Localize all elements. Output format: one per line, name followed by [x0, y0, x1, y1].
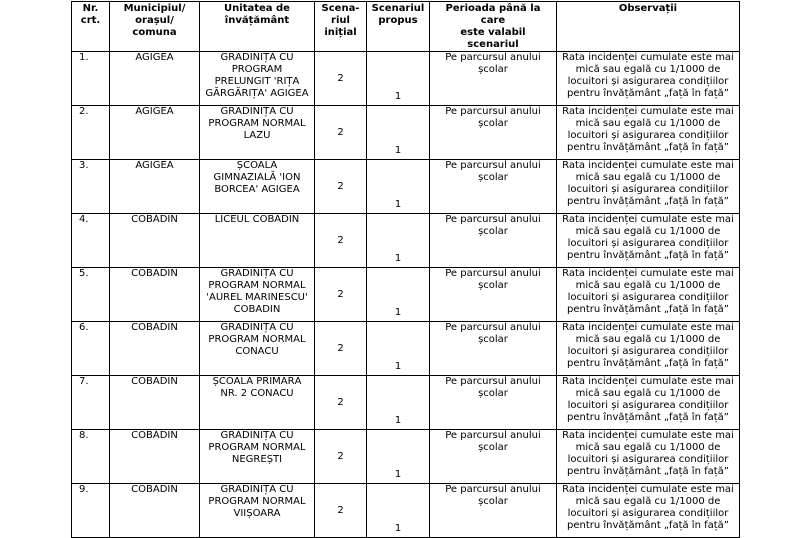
cell-unitate: GRĂDINIȚA CU PROGRAM PRELUNGIT 'RIȚA GĂRGĂRIȚA' AGIGEA: [200, 52, 315, 106]
header-scenariu-propus: Scenariul propus: [367, 2, 430, 52]
cell-scenariu-propus: 1: [367, 106, 430, 160]
header-perioada: Perioada până la care este valabil scenariul: [430, 2, 557, 52]
header-observatii: Observații: [557, 2, 740, 52]
cell-municipiu: COBADIN: [110, 268, 200, 322]
cell-observatii: Rata incidenței cumulate este mai mică sau egală cu 1/1000 de locuitori și asigurarea condițiilor pentru învățământ „față în față”: [557, 322, 740, 376]
cell-scenariu-propus: 1: [367, 52, 430, 106]
cell-scenariu-propus: 1: [367, 376, 430, 430]
cell-scenariu-initial: 2: [315, 322, 367, 376]
cell-nr: 4.: [72, 214, 110, 268]
cell-nr: 7.: [72, 376, 110, 430]
cell-municipiu: AGIGEA: [110, 52, 200, 106]
cell-nr: 3.: [72, 160, 110, 214]
cell-observatii: Rata incidenței cumulate este mai mică sau egală cu 1/1000 de locuitori și asigurarea condițiilor pentru învățământ „față în față”: [557, 484, 740, 538]
cell-observatii: Rata incidenței cumulate este mai mică sau egală cu 1/1000 de locuitori și asigurarea condițiilor pentru învățământ „față în față”: [557, 268, 740, 322]
cell-perioada: Pe parcursul anului școlar: [430, 214, 557, 268]
cell-perioada: Pe parcursul anului școlar: [430, 376, 557, 430]
cell-scenariu-propus: 1: [367, 160, 430, 214]
cell-perioada: Pe parcursul anului școlar: [430, 106, 557, 160]
cell-unitate: GRĂDINIȚA CU PROGRAM NORMAL LAZU: [200, 106, 315, 160]
table-row: [72, 268, 740, 322]
cell-municipiu: AGIGEA: [110, 106, 200, 160]
cell-municipiu: COBADIN: [110, 214, 200, 268]
cell-observatii: Rata incidenței cumulate este mai mică sau egală cu 1/1000 de locuitori și asigurarea condițiilor pentru învățământ „față în față”: [557, 160, 740, 214]
cell-municipiu: COBADIN: [110, 430, 200, 484]
table-row: [72, 376, 740, 430]
cell-scenariu-propus: 1: [367, 430, 430, 484]
cell-scenariu-initial: 2: [315, 106, 367, 160]
cell-scenariu-initial: 2: [315, 268, 367, 322]
cell-unitate: ȘCOALA GIMNAZIALĂ 'ION BORCEA' AGIGEA: [200, 160, 315, 214]
cell-perioada: Pe parcursul anului școlar: [430, 322, 557, 376]
cell-perioada: Pe parcursul anului școlar: [430, 430, 557, 484]
cell-unitate: GRĂDINIȚA CU PROGRAM NORMAL VIIȘOARA: [200, 484, 315, 538]
header-row: [72, 2, 740, 52]
cell-perioada: Pe parcursul anului școlar: [430, 52, 557, 106]
cell-nr: 6.: [72, 322, 110, 376]
cell-unitate: GRĂDINIȚA CU PROGRAM NORMAL CONACU: [200, 322, 315, 376]
cell-scenariu-initial: 2: [315, 214, 367, 268]
table-row: [72, 214, 740, 268]
cell-observatii: Rata incidenței cumulate este mai mică sau egală cu 1/1000 de locuitori și asigurarea condițiilor pentru învățământ „față în față”: [557, 376, 740, 430]
cell-scenariu-initial: 2: [315, 376, 367, 430]
scenario-table: [71, 1, 740, 538]
cell-scenariu-propus: 1: [367, 484, 430, 538]
cell-unitate: ȘCOALA PRIMARĂ NR. 2 CONACU: [200, 376, 315, 430]
cell-perioada: Pe parcursul anului școlar: [430, 484, 557, 538]
cell-perioada: Pe parcursul anului școlar: [430, 160, 557, 214]
table-row: [72, 106, 740, 160]
cell-scenariu-propus: 1: [367, 214, 430, 268]
cell-unitate: LICEUL COBADIN: [200, 214, 315, 268]
header-municipiu: Municipiul/ orașul/ comuna: [110, 2, 200, 52]
table-row: [72, 322, 740, 376]
cell-scenariu-propus: 1: [367, 268, 430, 322]
cell-scenariu-initial: 2: [315, 430, 367, 484]
cell-scenariu-initial: 2: [315, 52, 367, 106]
cell-nr: 5.: [72, 268, 110, 322]
header-nr: Nr. crt.: [72, 2, 110, 52]
cell-observatii: Rata incidenței cumulate este mai mică sau egală cu 1/1000 de locuitori și asigurarea condițiilor pentru învățământ „față în față”: [557, 106, 740, 160]
cell-observatii: Rata incidenței cumulate este mai mică sau egală cu 1/1000 de locuitori și asigurarea condițiilor pentru învățământ „față în față”: [557, 214, 740, 268]
cell-perioada: Pe parcursul anului școlar: [430, 268, 557, 322]
cell-municipiu: COBADIN: [110, 322, 200, 376]
cell-scenariu-propus: 1: [367, 322, 430, 376]
cell-unitate: GRĂDINIȚA CU PROGRAM NORMAL NEGREȘTI: [200, 430, 315, 484]
table-row: [72, 52, 740, 106]
table-row: [72, 430, 740, 484]
cell-municipiu: COBADIN: [110, 376, 200, 430]
cell-scenariu-initial: 2: [315, 160, 367, 214]
cell-nr: 8.: [72, 430, 110, 484]
header-unitate: Unitatea de învățământ: [200, 2, 315, 52]
cell-nr: 2.: [72, 106, 110, 160]
table-row: [72, 484, 740, 538]
header-scenariu-initial: Scena- riul inițial: [315, 2, 367, 52]
cell-municipiu: COBADIN: [110, 484, 200, 538]
cell-scenariu-initial: 2: [315, 484, 367, 538]
cell-unitate: GRĂDINIȚA CU PROGRAM NORMAL 'AUREL MARINESCU' COBADIN: [200, 268, 315, 322]
cell-municipiu: AGIGEA: [110, 160, 200, 214]
cell-observatii: Rata incidenței cumulate este mai mică sau egală cu 1/1000 de locuitori și asigurarea condițiilor pentru învățământ „față în față”: [557, 430, 740, 484]
cell-nr: 9.: [72, 484, 110, 538]
table-body: [72, 52, 740, 538]
cell-nr: 1.: [72, 52, 110, 106]
cell-observatii: Rata incidenței cumulate este mai mică sau egală cu 1/1000 de locuitori și asigurarea condițiilor pentru învățământ „față în față”: [557, 52, 740, 106]
table-row: [72, 160, 740, 214]
